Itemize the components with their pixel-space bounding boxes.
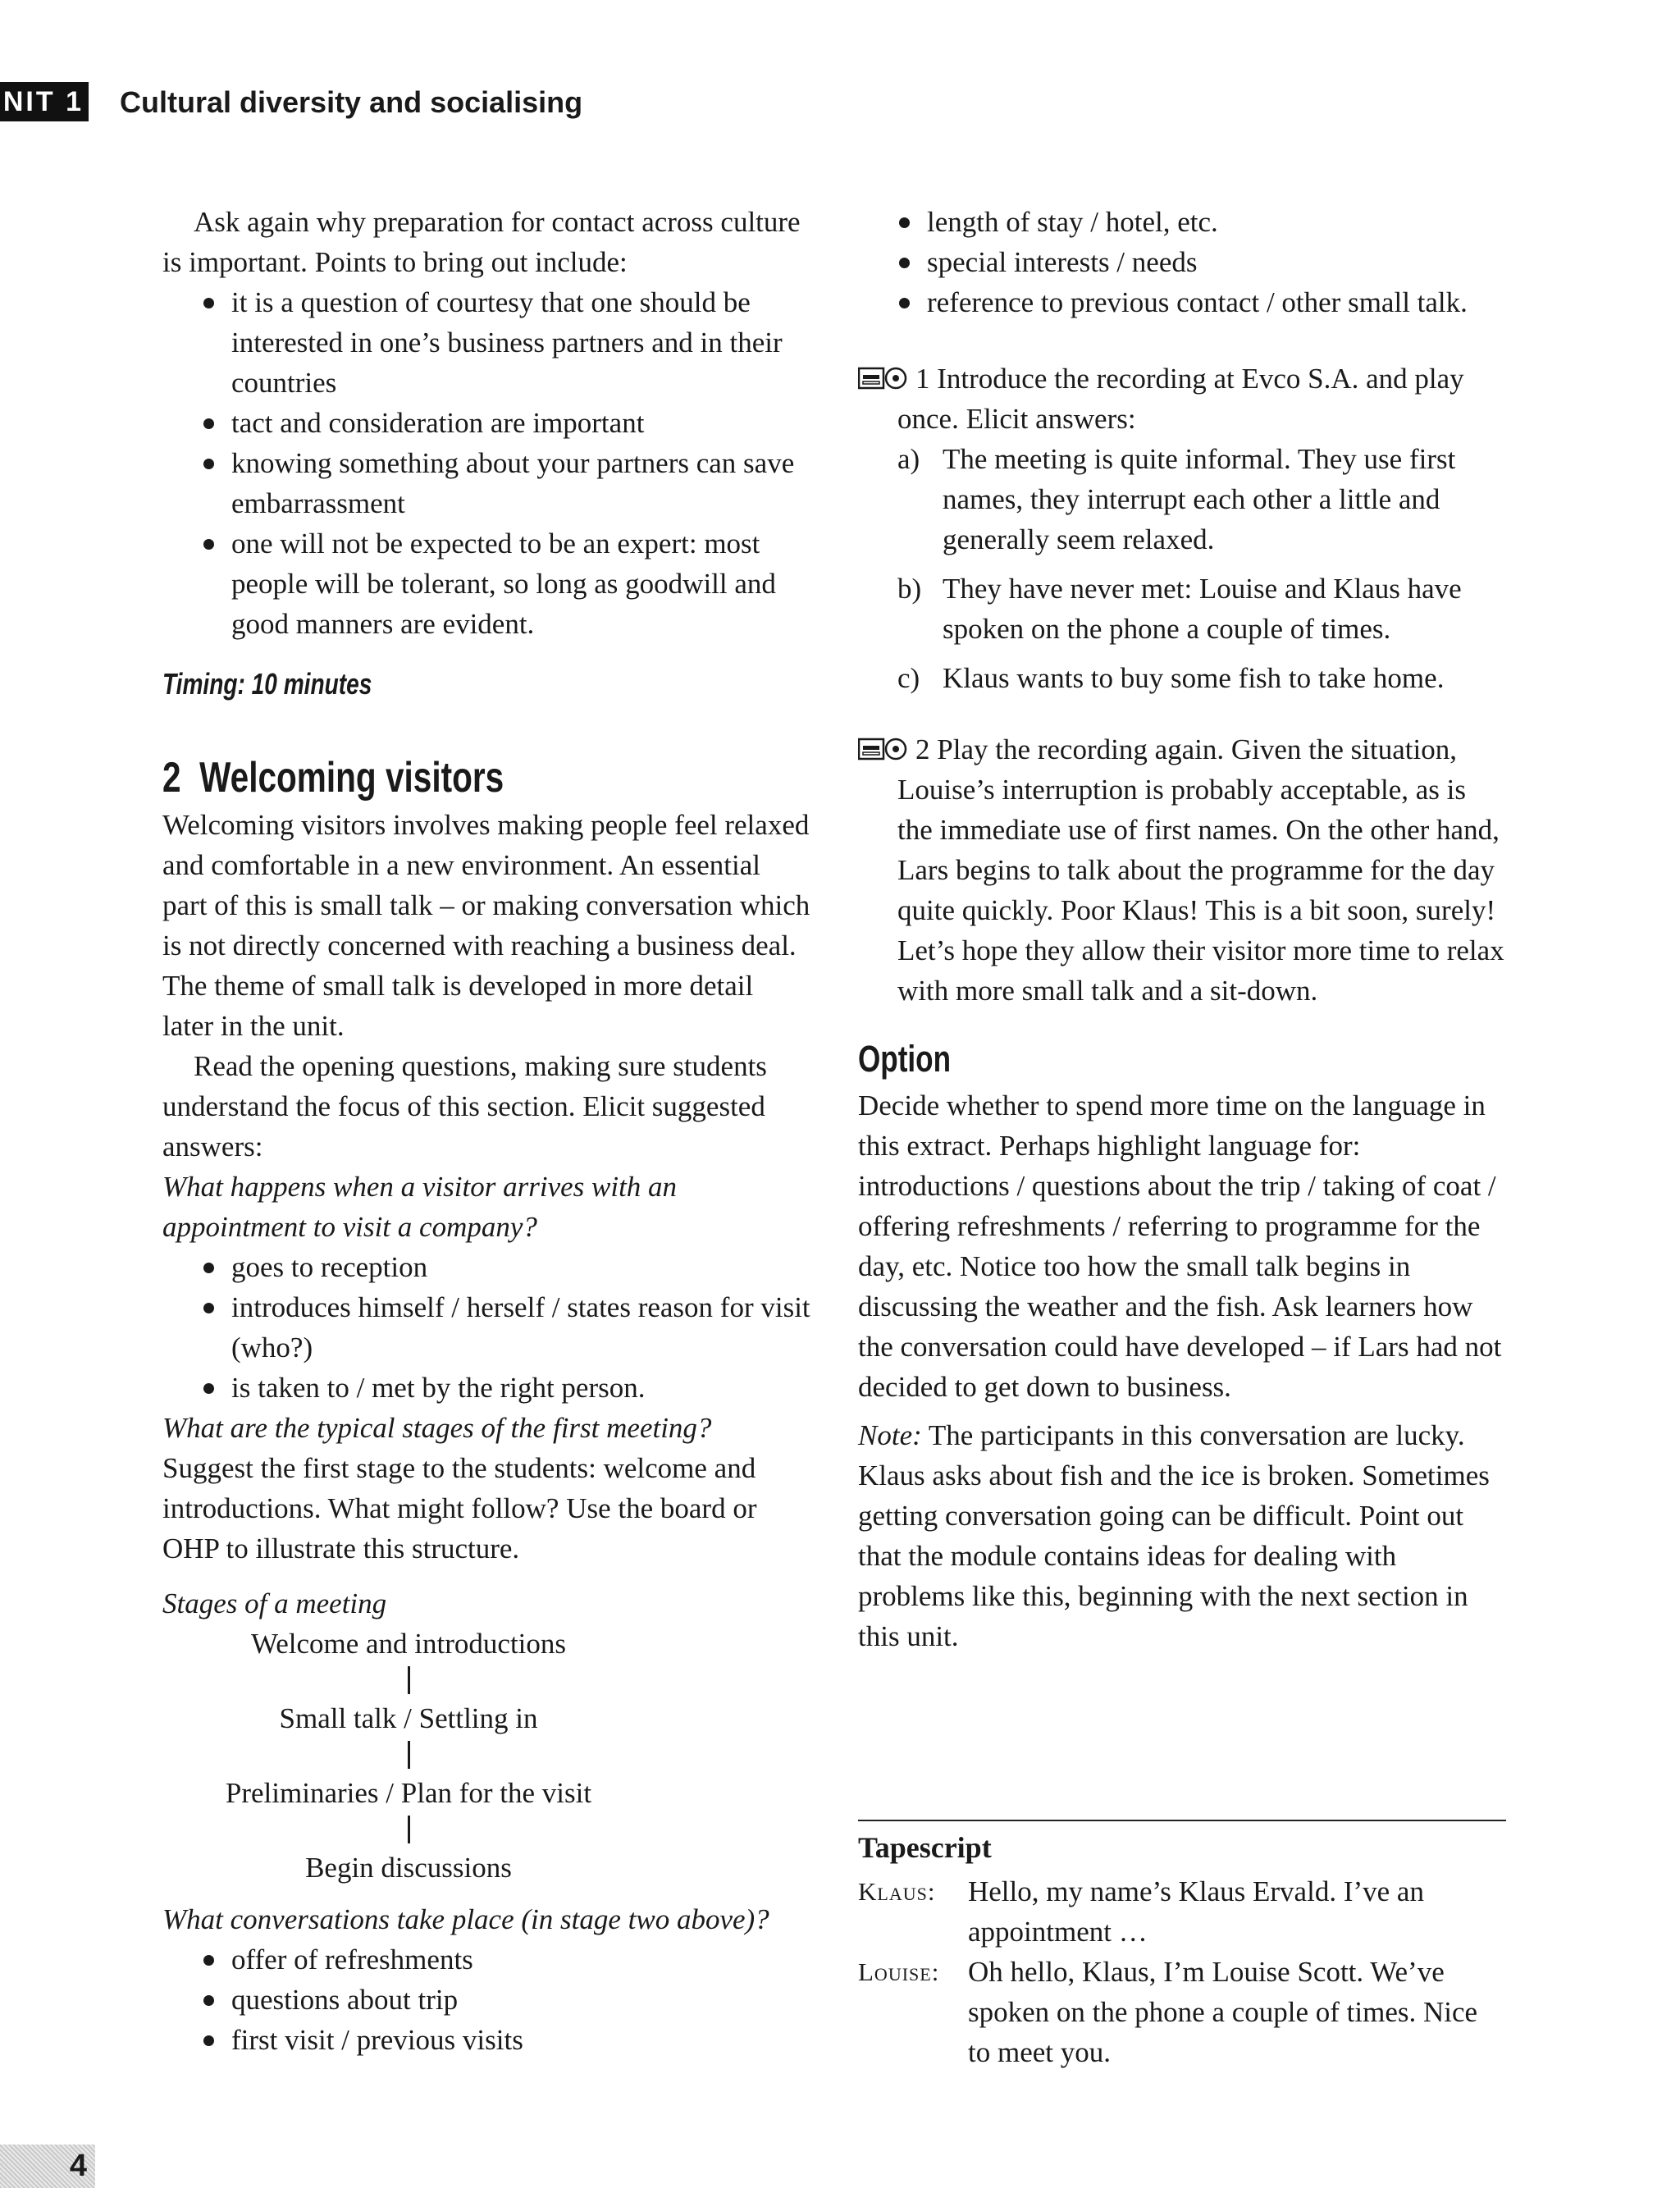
- stage-label: Preliminaries / Plan for the visit: [225, 1777, 592, 1809]
- task-text: Play the recording again. Given the situation, Louise’s interruption is probably acceptable, as is the immediate use of first names. On the other hand, Lars begins to talk about the programme for the day quite quickly. Poor Klaus! This is a bit soon, surely! Let’s hope they allow their visitor more time to relax with more small talk and a sit-down.: [897, 733, 1504, 1007]
- question-3: What conversations take place (in stage two above)?: [162, 1903, 769, 1935]
- task-number: 1: [915, 363, 930, 395]
- timing-note: Timing: 10 minutes: [162, 667, 372, 701]
- stages-title: Stages of a meeting: [162, 1587, 387, 1619]
- stage-connector: [408, 1741, 410, 1769]
- task-1-answers: [897, 439, 1506, 698]
- list-item: first visit / previous visits: [194, 2020, 810, 2060]
- item-text: Klaus wants to buy some fish to take home.: [943, 662, 1445, 694]
- question-3-answers: [194, 1939, 810, 2060]
- task-2: [858, 729, 1506, 1011]
- note-text: The participants in this conversation are lucky. Klaus asks about fish and the ice is broken. Sometimes getting conversation going can be difficult. Point out that the module contains ideas for dealing with problems like this, beginning with the next section in this unit.: [858, 1419, 1490, 1652]
- intro-points: [194, 282, 810, 644]
- list-item: it is a question of courtesy that one should be interested in one’s business partners and in their countries: [194, 282, 810, 403]
- list-item: tact and consideration are important: [194, 403, 810, 443]
- list-item: is taken to / met by the right person.: [194, 1368, 810, 1408]
- stage-connector: [408, 1816, 410, 1843]
- item-text: The meeting is quite informal. They use first names, they interrupt each other a little and generally seem relaxed.: [943, 443, 1456, 555]
- question-2: What are the typical stages of the first meeting?: [162, 1412, 712, 1444]
- item-label: c): [897, 662, 920, 694]
- note-label: Note:: [858, 1419, 922, 1451]
- question-1-answers: [194, 1247, 810, 1408]
- task-1: [858, 359, 1506, 698]
- running-title: Cultural diversity and socialising: [120, 85, 583, 119]
- tapescript-divider: [858, 1820, 1506, 1821]
- stage-label: Begin discussions: [305, 1852, 512, 1884]
- body-paragraph: Welcoming visitors involves making people feel relaxed and comfortable in a new environment. An essential part of this is small talk – or making conversation which is not directly concerned with reaching a business deal. The theme of small talk is developed in more detail later in the unit.: [162, 809, 810, 1042]
- item-label: a): [897, 443, 920, 475]
- cassette-cd-icon: [858, 365, 907, 391]
- note-paragraph: [858, 1415, 1506, 1656]
- list-item: knowing something about your partners can save embarrassment: [194, 443, 810, 523]
- task-text: Introduce the recording at Evco S.A. and play once. Elicit answers:: [897, 363, 1464, 435]
- page-number: 4: [0, 2145, 95, 2188]
- stage-connector: [408, 1666, 410, 1694]
- tapescript-title: Tapescript: [858, 1831, 992, 1864]
- list-item: [897, 439, 1506, 560]
- list-item: one will not be expected to be an expert: most people will be tolerant, so long as goodwill and good manners are evident.: [194, 523, 810, 644]
- list-item: offer of refreshments: [194, 1939, 810, 1980]
- option-heading: Option: [858, 1038, 952, 1080]
- cassette-cd-icon: [858, 736, 907, 762]
- list-item: special interests / needs: [889, 242, 1506, 282]
- intro-paragraph: Ask again why preparation for contact across culture is important. Points to bring out include:: [162, 206, 801, 278]
- list-item: reference to previous contact / other small talk.: [889, 282, 1506, 322]
- left-column: [162, 202, 810, 2060]
- tapescript: [858, 1828, 1506, 2072]
- list-item: [897, 658, 1506, 698]
- list-item: [897, 569, 1506, 649]
- question-1: What happens when a visitor arrives with an appointment to visit a company?: [162, 1171, 678, 1243]
- speech-text: Hello, my name’s Klaus Ervald. I’ve an appointment …: [968, 1875, 1424, 1948]
- list-item: length of stay / hotel, etc.: [889, 202, 1506, 242]
- section-heading: 2 Welcoming visitors: [162, 754, 504, 802]
- stages-diagram: [162, 1624, 655, 1888]
- option-paragraph: Decide whether to spend more time on the language in this extract. Perhaps highlight language for: introductions / questions about the trip / taking of coat / offering refreshments / referring to programme for the day, etc. Notice too how the small talk begins in discussing the weather and the fish. Ask learners how the conversation could have developed – if Lars had not decided to get down to business.: [858, 1089, 1502, 1403]
- question-2-answer: Suggest the first stage to the students: welcome and introductions. What might follow? Use the board or OHP to illustrate this structure.: [162, 1452, 757, 1564]
- tapescript-line: [858, 1952, 1506, 2072]
- stage-label: Welcome and introductions: [250, 1628, 567, 1660]
- item-text: They have never met: Louise and Klaus have spoken on the phone a couple of times.: [943, 573, 1462, 645]
- list-item: goes to reception: [194, 1247, 810, 1287]
- list-item: introduces himself / herself / states reason for visit (who?): [194, 1287, 810, 1368]
- list-item: questions about trip: [194, 1980, 810, 2020]
- speech-text: Oh hello, Klaus, I’m Louise Scott. We’ve spoken on the phone a couple of times. Nice to meet you.: [968, 1956, 1478, 2068]
- right-column: [858, 202, 1506, 1656]
- body-paragraph: Read the opening questions, making sure students understand the focus of this section. Elicit suggested answers:: [162, 1050, 767, 1163]
- tapescript-line: [858, 1871, 1506, 1952]
- task-number: 2: [915, 733, 930, 765]
- item-label: b): [897, 573, 922, 605]
- stage-label: Small talk / Settling in: [279, 1702, 538, 1734]
- unit-tab: NIT 1: [0, 82, 89, 121]
- speaker-name: Louise:: [858, 1957, 940, 1986]
- speaker-name: Klaus:: [858, 1877, 936, 1906]
- continued-points: [889, 202, 1506, 322]
